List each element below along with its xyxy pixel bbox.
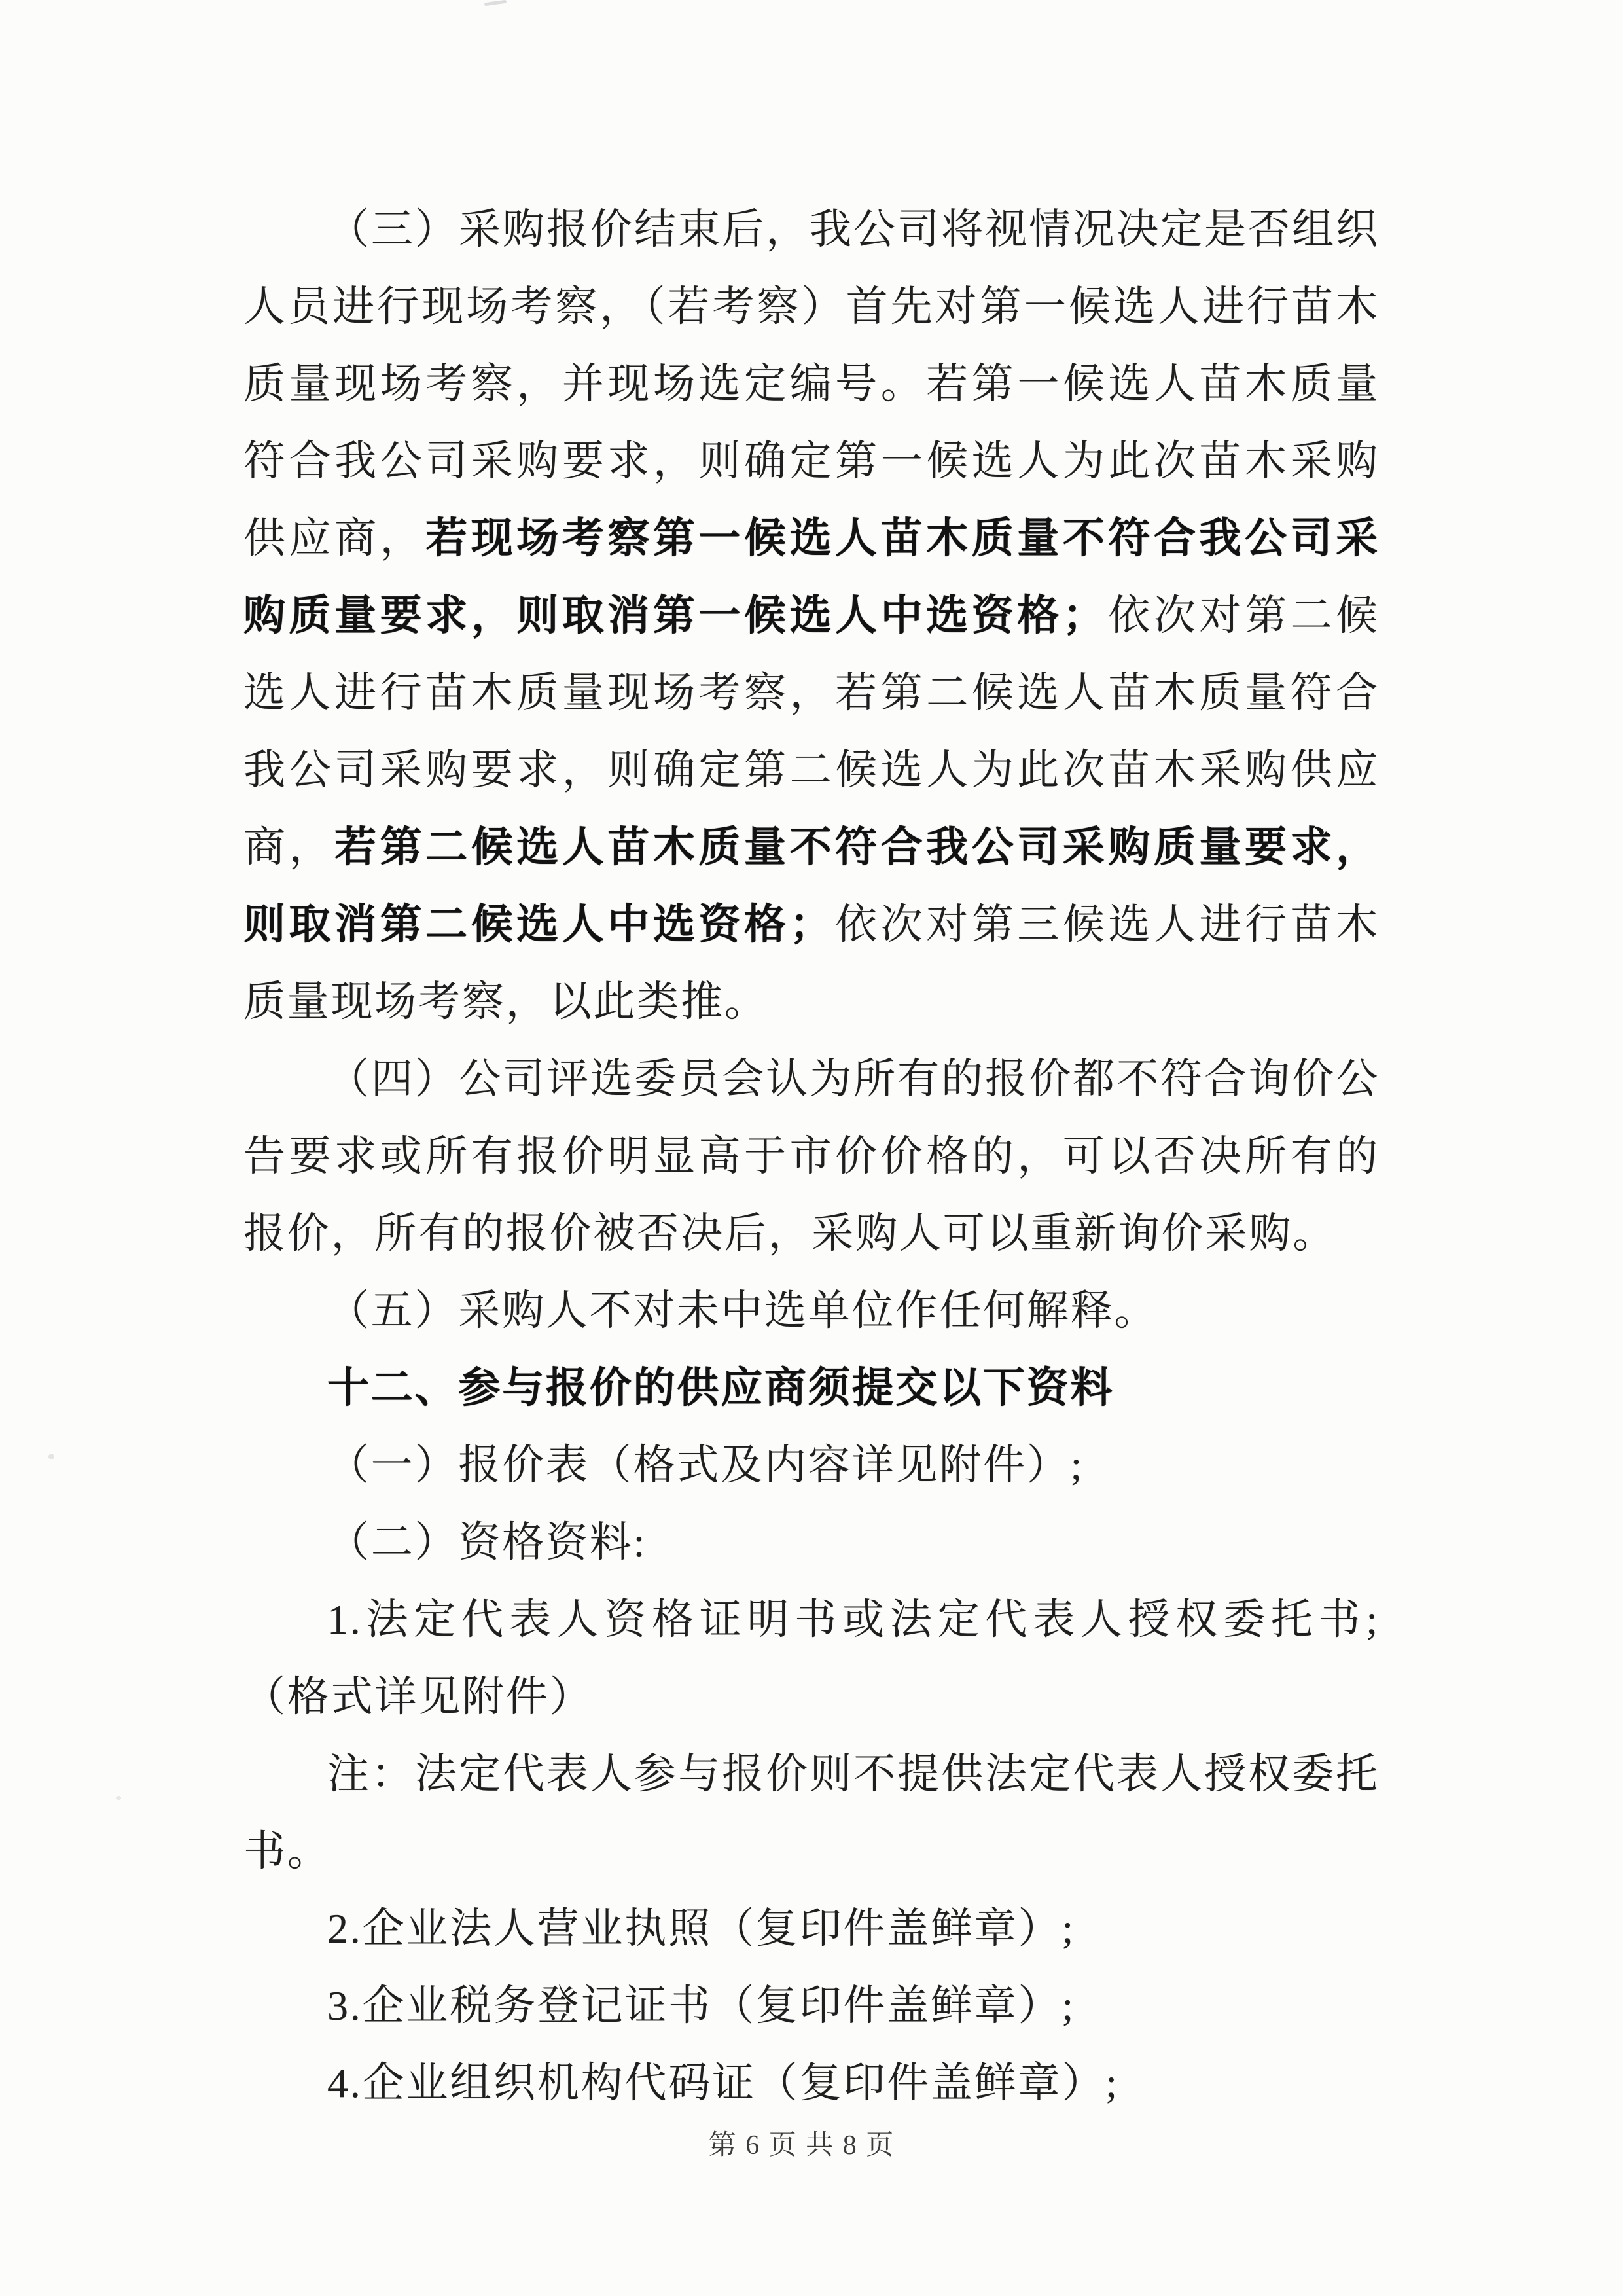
scan-artifact (484, 0, 507, 6)
text-run: （二）资格资料: (327, 1519, 647, 1566)
text-run: （一）报价表（格式及内容详见附件）; (327, 1442, 1084, 1488)
page-number-label: 第 6 页 共 8 页 (708, 2130, 895, 2161)
page-footer (0, 2123, 1603, 2162)
text-run-bold: 若现场考察第一候选人苗木质量不符合我公司采购质量要求，则取消第一候选人中选资格； (243, 515, 1380, 639)
text-run: （五）采购人不对未中选单位作任何解释。 (327, 1287, 1158, 1334)
text-run: 注：法定代表人参与报价则不提供法定代表人授权委托书。 (243, 1751, 1380, 1874)
para-4-reject-all-quotes (243, 1041, 1380, 1272)
document-body (243, 191, 1380, 2122)
item-2-1-legal-representative-cert (243, 1581, 1380, 1736)
item-2-note (243, 1736, 1380, 1890)
text-run-bold: 若第二候选人苗木质量不符合我公司采购质量要求，则取消第二候选人中选资格； (243, 824, 1380, 948)
item-2-qualification-materials (243, 1504, 1380, 1581)
para-3-site-inspection (243, 191, 1380, 1041)
scan-artifact (48, 1454, 54, 1459)
item-1-quotation-form (243, 1427, 1380, 1504)
text-run: 3.企业税务登记证书（复印件盖鲜章）; (327, 1982, 1075, 2029)
text-run: 2.企业法人营业执照（复印件盖鲜章）; (327, 1905, 1075, 1952)
text-run: 1.法定代表人资格证明书或法定代表人授权委托书;（格式详见附件） (243, 1596, 1380, 1720)
text-run: 4.企业组织机构代码证（复印件盖鲜章）; (327, 2060, 1119, 2106)
para-5-no-explanation (243, 1272, 1380, 1350)
item-2-4-org-code-cert (243, 2045, 1380, 2122)
heading-12-required-documents (243, 1350, 1380, 1427)
text-run: 依次对第三候选人进行苗木质量现场考察，以此类推。 (243, 901, 1380, 1025)
item-2-3-tax-registration (243, 1967, 1380, 2045)
text-run: （三）采购报价结束后，我公司将视情况决定是否组织人员进行现场考察，（若考察）首先对第一候选人进行苗木质量现场考察，并现场选定编号。若第一候选人苗木质量符合我公司采购要求，则确定第一候选人为此次苗木采购供应商， (243, 206, 1380, 562)
text-run-bold: 十二、参与报价的供应商须提交以下资料 (327, 1365, 1115, 1411)
scan-artifact (116, 1796, 121, 1800)
text-run: （四）公司评选委员会认为所有的报价都不符合询价公告要求或所有报价明显高于市价价格的，可以否决所有的报价，所有的报价被否决后，采购人可以重新询价采购。 (243, 1056, 1380, 1257)
item-2-2-business-license (243, 1890, 1380, 1967)
text-run: 依次对第二候选人进行苗木质量现场考察，若第二候选人苗木质量符合我公司采购要求，则确定第二候选人为此次苗木采购供应商， (243, 592, 1380, 870)
